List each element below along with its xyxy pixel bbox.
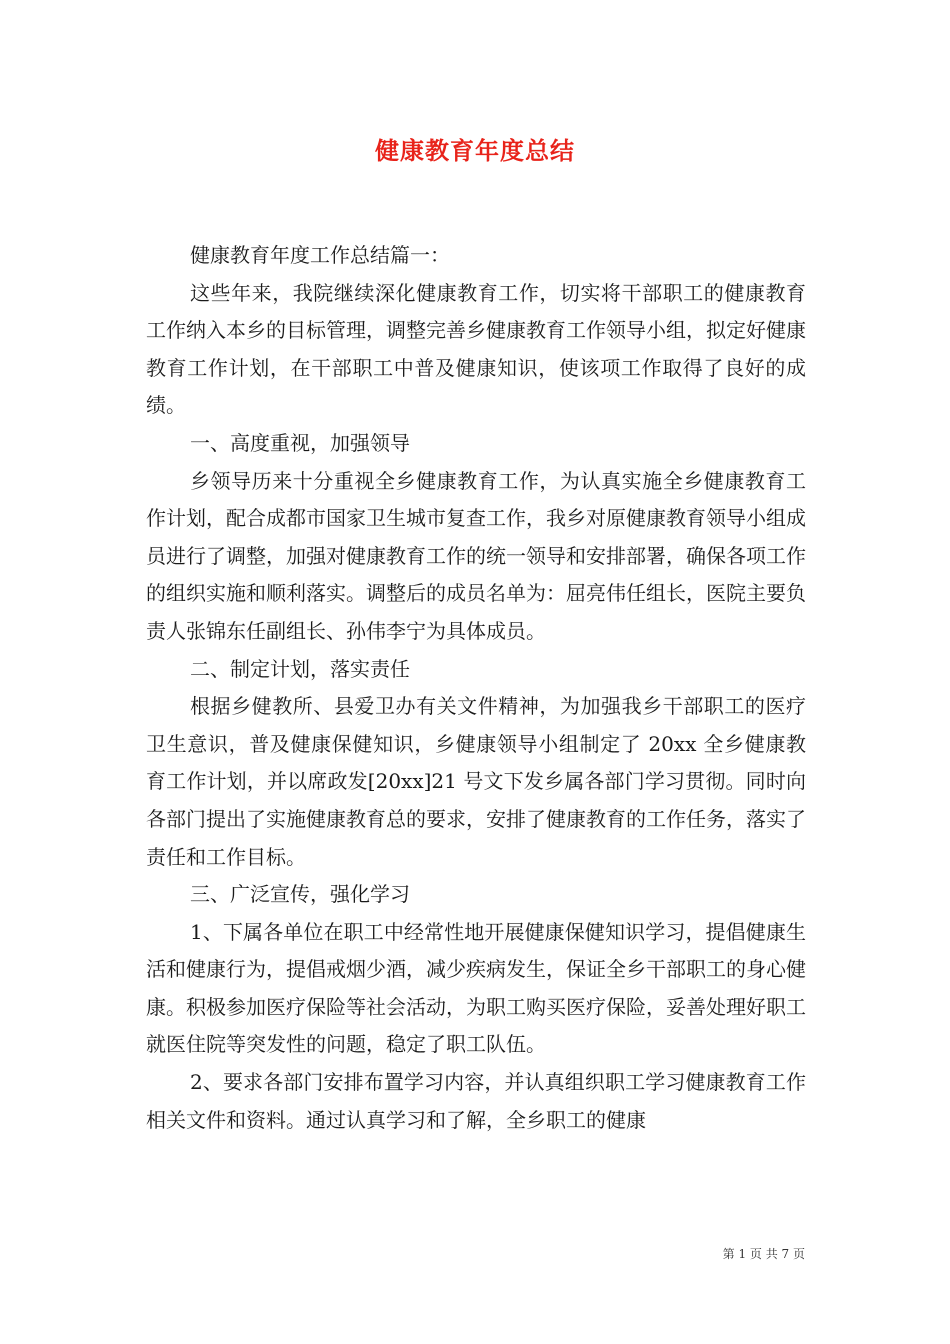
document-title: 健康教育年度总结 (375, 137, 575, 165)
section-heading-3: 三、广泛宣传，强化学习 (190, 882, 410, 907)
paragraph-section-2: 根据乡健教所、县爱卫办有关文件精神，为加强我乡干部职工的医疗卫生意识，普及健康保健知识，乡健康领导小组制定了 20xx 全乡健康教育工作计划，并以席政发[20xx]21 号文下发乡属各部门学习贯彻。同时向各部门提出了实施健康教育总的要求，安排了健康教育的工作任务，落实了责任和工作目标。 (146, 694, 806, 869)
document-body (146, 237, 806, 1139)
section-heading-2: 二、制定计划，落实责任 (190, 656, 410, 681)
paragraph-section-1: 乡领导历来十分重视全乡健康教育工作，为认真实施全乡健康教育工作计划，配合成都市国家卫生城市复查工作，我乡对原健康教育领导小组成员进行了调整，加强对健康教育工作的统一领导和安排部署，确保各项工作的组织实施和顺利落实。调整后的成员名单为：屈亮伟任组长，医院主要负责人张锦东任副组长、孙伟李宁为具体成员。 (146, 468, 806, 643)
paragraph-section-3-item-1: 1、下属各单位在职工中经常性地开展健康保健知识学习，提倡健康生活和健康行为，提倡戒烟少酒，减少疾病发生，保证全乡干部职工的身心健康。积极参加医疗保险等社会活动，为职工购买医疗保险，妥善处理好职工就医住院等突发性的问题，稳定了职工队伍。 (146, 919, 806, 1057)
paragraph-section-3-item-2: 2、要求各部门安排布置学习内容，并认真组织职工学习健康教育工作相关文件和资料。通过认真学习和了解，全乡职工的健康 (146, 1070, 806, 1132)
section-subtitle: 健康教育年度工作总结篇一： (190, 243, 450, 267)
section-heading-1: 一、高度重视，加强领导 (190, 430, 410, 455)
page-number: 第 1 页 共 7 页 (722, 1247, 805, 1261)
paragraph-intro: 这些年来，我院继续深化健康教育工作，切实将干部职工的健康教育工作纳入本乡的目标管理，调整完善乡健康教育工作领导小组，拟定好健康教育工作计划，在干部职工中普及健康知识，使该项工作取得了良好的成绩。 (146, 280, 806, 418)
